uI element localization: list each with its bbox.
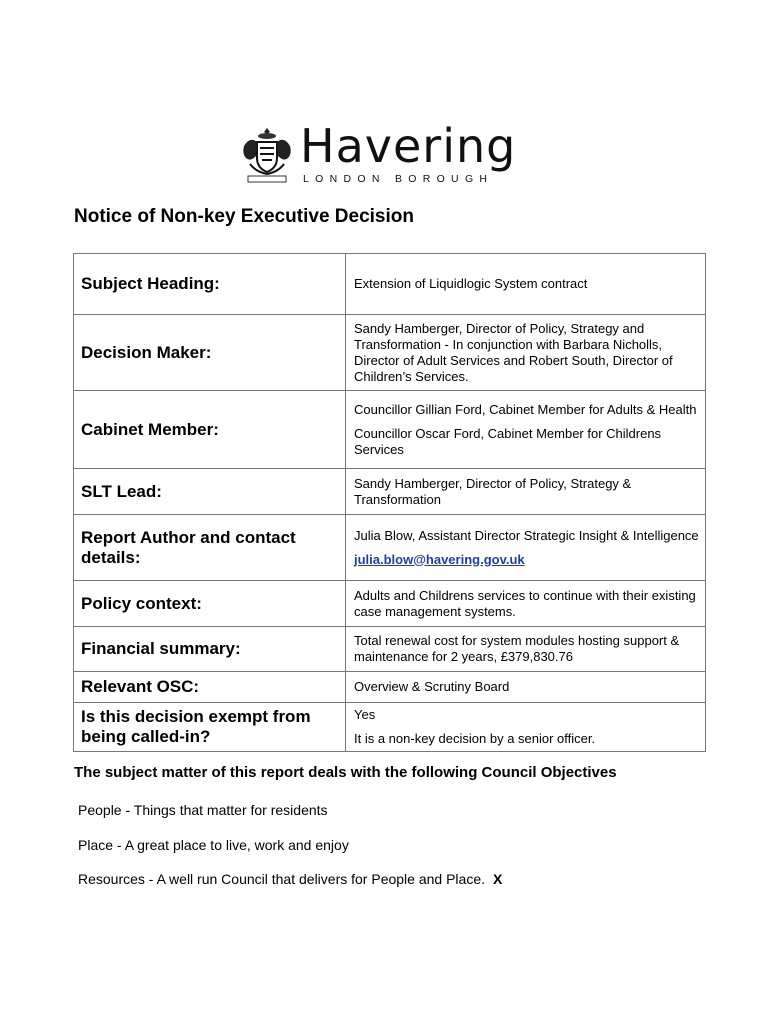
page-title: Notice of Non-key Executive Decision <box>74 206 414 227</box>
table-row <box>74 672 706 703</box>
objective-resources-mark: X <box>493 871 503 887</box>
table-row <box>74 581 706 627</box>
slt-lead-value: Sandy Hamberger, Director of Policy, Strategy & Transformation <box>346 469 706 515</box>
brand-name: Havering <box>300 119 517 173</box>
subject-heading-label: Subject Heading: <box>74 254 346 315</box>
relevant-osc-label: Relevant OSC: <box>74 672 346 703</box>
financial-summary-value: Total renewal cost for system modules hosting support & maintenance for 2 years, £379,830.76 <box>346 627 706 672</box>
exempt-value-2: It is a non-key decision by a senior officer. <box>354 731 596 746</box>
decision-maker-value: Sandy Hamberger, Director of Policy, Strategy and Transformation - In conjunction with Barbara Nicholls, Director of Adult Services and Robert South, Director of Children’s Services. <box>346 315 706 391</box>
brand-subtitle: LONDON BOROUGH <box>303 173 494 185</box>
relevant-osc-value: Overview & Scrutiny Board <box>346 672 706 703</box>
cabinet-member-value-2: Councillor Oscar Ford, Cabinet Member for Childrens Services <box>354 425 662 457</box>
table-row <box>74 254 706 315</box>
report-author-email-link[interactable]: julia.blow@havering.gov.uk <box>354 551 525 567</box>
objective-people: People - Things that matter for residents <box>78 802 328 818</box>
havering-logo <box>240 119 530 188</box>
table-row <box>74 627 706 672</box>
report-author-name: Julia Blow, Assistant Director Strategic Insight & Intelligence <box>354 527 699 543</box>
decision-maker-label: Decision Maker: <box>74 315 346 391</box>
cabinet-member-value <box>346 391 706 469</box>
slt-lead-label: SLT Lead: <box>74 469 346 515</box>
policy-context-value: Adults and Childrens services to continue with their existing case management systems. <box>346 581 706 627</box>
table-row <box>74 469 706 515</box>
exempt-label: Is this decision exempt from being called-in? <box>74 703 346 752</box>
table-row <box>74 315 706 391</box>
coat-of-arms-icon <box>240 124 294 186</box>
objective-resources-text: Resources - A well run Council that delivers for People and Place. <box>78 871 485 887</box>
table-row <box>74 515 706 581</box>
objective-resources <box>78 871 502 887</box>
financial-summary-label: Financial summary: <box>74 627 346 672</box>
objectives-heading: The subject matter of this report deals with the following Council Objectives <box>74 764 617 781</box>
exempt-value <box>346 703 706 752</box>
cabinet-member-label: Cabinet Member: <box>74 391 346 469</box>
report-author-value <box>346 515 706 581</box>
policy-context-label: Policy context: <box>74 581 346 627</box>
objective-place: Place - A great place to live, work and enjoy <box>78 837 349 853</box>
decision-details-table <box>73 253 706 752</box>
cabinet-member-value-1: Councillor Gillian Ford, Cabinet Member for Adults & Health <box>354 401 697 417</box>
report-author-label: Report Author and contact details: <box>74 515 346 581</box>
table-row <box>74 391 706 469</box>
table-row <box>74 703 706 752</box>
subject-heading-value: Extension of Liquidlogic System contract <box>346 254 706 315</box>
exempt-value-1: Yes <box>354 707 376 722</box>
